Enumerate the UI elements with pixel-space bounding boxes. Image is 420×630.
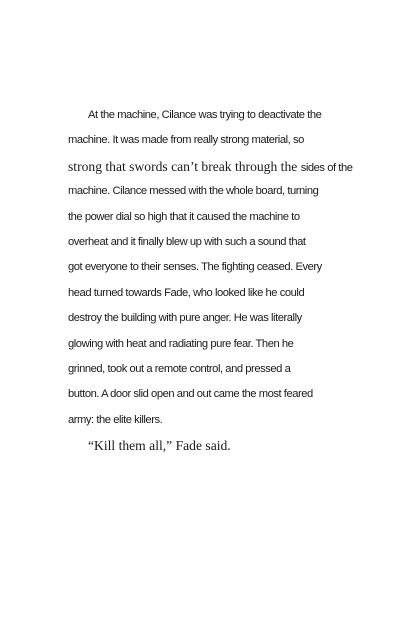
paragraph-1-line-5: the power dial so high that it caused the machine to [68, 210, 300, 223]
line-3-serif-segment: strong that swords can’t break through the [68, 158, 301, 174]
paragraph-2-line-1: “Kill them all,” Fade said. [88, 438, 231, 454]
paragraph-1-line-3 [68, 154, 368, 179]
paragraph-1-line-10: glowing with heat and radiating pure fear. Then he [68, 337, 294, 350]
paragraph-1-line-12: button. A door slid open and out came the most feared [68, 388, 313, 401]
story-text [68, 103, 368, 458]
paragraph-1-line-4: machine. Cilance messed with the whole board, turning [68, 185, 319, 198]
paragraph-1-line-9: destroy the building with pure anger. He was literally [68, 312, 302, 325]
paragraph-1-line-1: At the machine, Cilance was trying to deactivate the [88, 109, 322, 121]
paragraph-1-line-6: overheat and it finally blew up with such a sound that [68, 235, 306, 248]
paragraph-1-line-2: machine. It was made from really strong material, so [68, 134, 304, 147]
line-3-sans-segment: sides of the [300, 161, 353, 174]
paragraph-1-line-11: grinned, took out a remote control, and pressed a [68, 362, 291, 375]
paragraph-1-line-7: got everyone to their senses. The fighting ceased. Every [68, 261, 322, 274]
paragraph-1-line-13: army: the elite killers. [68, 413, 163, 426]
paragraph-1-line-8: head turned towards Fade, who looked like he could [68, 286, 305, 299]
